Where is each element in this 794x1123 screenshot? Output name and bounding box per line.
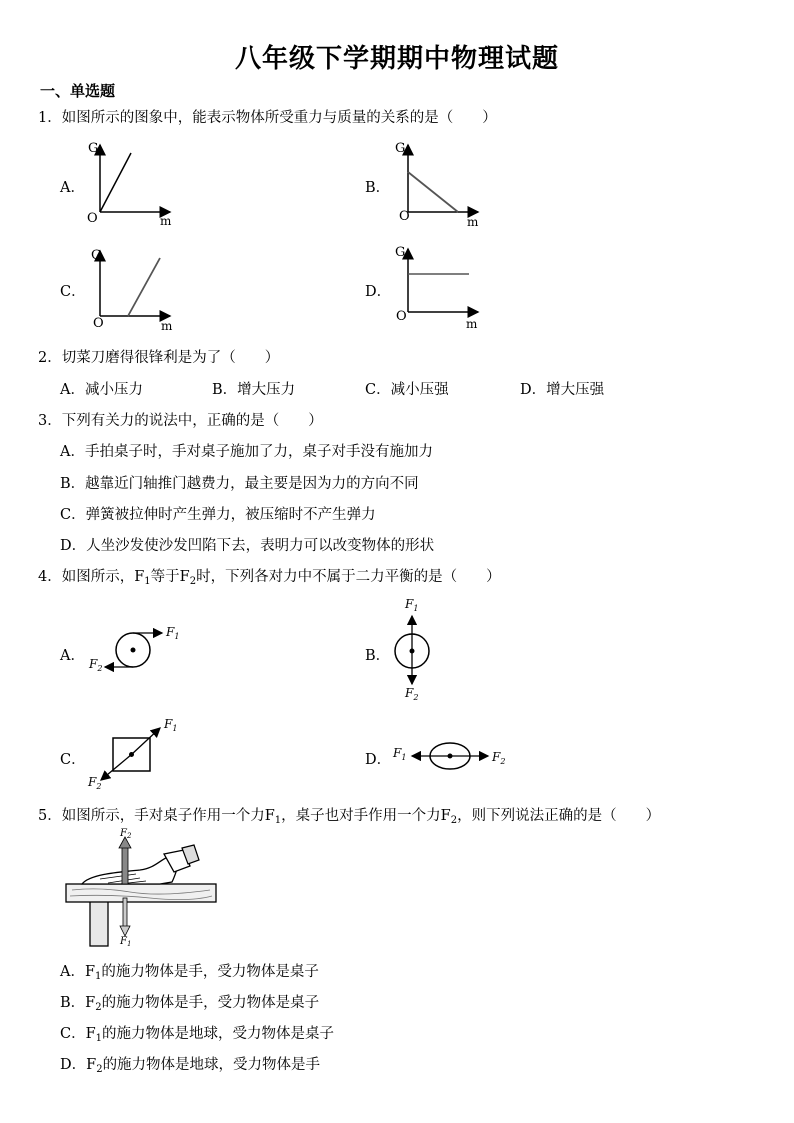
q2-option-c[interactable]: C．减小压强 <box>365 382 449 398</box>
q1-graph-b <box>393 140 493 240</box>
q1-graph-a <box>85 140 185 240</box>
q2-option-b[interactable]: B．增大压力 <box>212 382 296 398</box>
q1a-axis-m: m <box>160 214 172 228</box>
q4-diagram-d <box>390 738 530 778</box>
q4a-label-f1: $F_1$ <box>166 625 180 641</box>
q1-graph-c <box>85 246 185 346</box>
q1a-axis-g: G <box>88 141 99 156</box>
q3-option-b[interactable]: B．越靠近门轴推门越费力，最主要是因为力的方向不同 <box>60 476 419 492</box>
q2-stem: 2．切菜刀磨得很锋利是为了（ ） <box>38 350 280 366</box>
q1a-origin: O <box>87 211 98 226</box>
q4-diagram-c <box>85 716 195 796</box>
q5-label-f1: $F_1$ <box>120 936 132 948</box>
q4d-label-f2: $F_2$ <box>492 750 506 766</box>
page-title: 八年级下学期期中物理试题 <box>234 44 559 74</box>
section-heading: 一、单选题 <box>40 82 116 100</box>
q4-option-c[interactable]: C． <box>60 752 86 768</box>
q1-option-c[interactable]: C． <box>60 284 86 300</box>
q2-option-a[interactable]: A．减小压力 <box>60 382 143 398</box>
q4-stem: 4．如图所示，$F_1$等于$F_2$时，下列各对力中不属于二力平衡的是（ ） <box>38 569 501 587</box>
q5-stem: 5．如图所示，手对桌子作用一个力$F_1$，桌子也对手作用一个力$F_2$，则下列说法正确的是（ ） <box>38 808 661 826</box>
q4-diagram-a <box>85 622 195 682</box>
q5-option-b[interactable]: B．$F_2$的施力物体是手，受力物体是桌子 <box>60 995 320 1013</box>
q1d-axis-g: G <box>395 245 406 260</box>
q4b-label-f2: $F_2$ <box>405 686 419 702</box>
q1-stem: 1．如图所示的图象中，能表示物体所受重力与质量的关系的是（ ） <box>38 110 497 126</box>
q4-option-d[interactable]: D． <box>365 752 392 768</box>
q5-option-a[interactable]: A．$F_1$的施力物体是手，受力物体是桌子 <box>60 964 319 982</box>
q1b-axis-m: m <box>467 215 479 229</box>
q3-option-a[interactable]: A．手拍桌子时，手对桌子施加了力，桌子对手没有施加力 <box>60 444 433 460</box>
q1c-axis-g: G <box>91 248 102 263</box>
q1d-axis-m: m <box>466 317 478 331</box>
q4c-label-f2: $F_2$ <box>88 775 102 791</box>
q5-option-d[interactable]: D．$F_2$的施力物体是地球，受力物体是手 <box>60 1057 321 1075</box>
q3-stem: 3．下列有关力的说法中，正确的是（ ） <box>38 413 323 429</box>
q4d-label-f1: $F_1$ <box>393 746 407 762</box>
q5-hand-table-illustration <box>60 828 220 948</box>
q4-option-a[interactable]: A． <box>60 648 85 664</box>
q2-option-d[interactable]: D．增大压强 <box>520 382 605 398</box>
q4c-label-f1: $F_1$ <box>164 717 178 733</box>
q1-graph-d <box>393 244 493 344</box>
q1b-axis-g: G <box>395 141 406 156</box>
q1b-origin: O <box>399 209 410 224</box>
q3-option-d[interactable]: D．人坐沙发使沙发凹陷下去，表明力可以改变物体的形状 <box>60 538 435 554</box>
q1c-axis-m: m <box>161 319 173 333</box>
q4a-label-f2: $F_2$ <box>89 657 103 673</box>
q1-option-b[interactable]: B． <box>365 180 391 196</box>
q1-option-d[interactable]: D． <box>365 284 392 300</box>
q1d-origin: O <box>396 309 407 324</box>
q3-option-c[interactable]: C．弹簧被拉伸时产生弹力，被压缩时不产生弹力 <box>60 507 376 523</box>
q5-label-f2: $F_2$ <box>120 828 132 840</box>
q4-option-b[interactable]: B． <box>365 648 391 664</box>
q4b-label-f1: $F_1$ <box>405 597 419 613</box>
q5-option-c[interactable]: C．$F_1$的施力物体是地球，受力物体是桌子 <box>60 1026 335 1044</box>
q4-diagram-b <box>382 596 442 706</box>
q1c-origin: O <box>93 316 104 331</box>
q1-option-a[interactable]: A． <box>60 180 85 196</box>
